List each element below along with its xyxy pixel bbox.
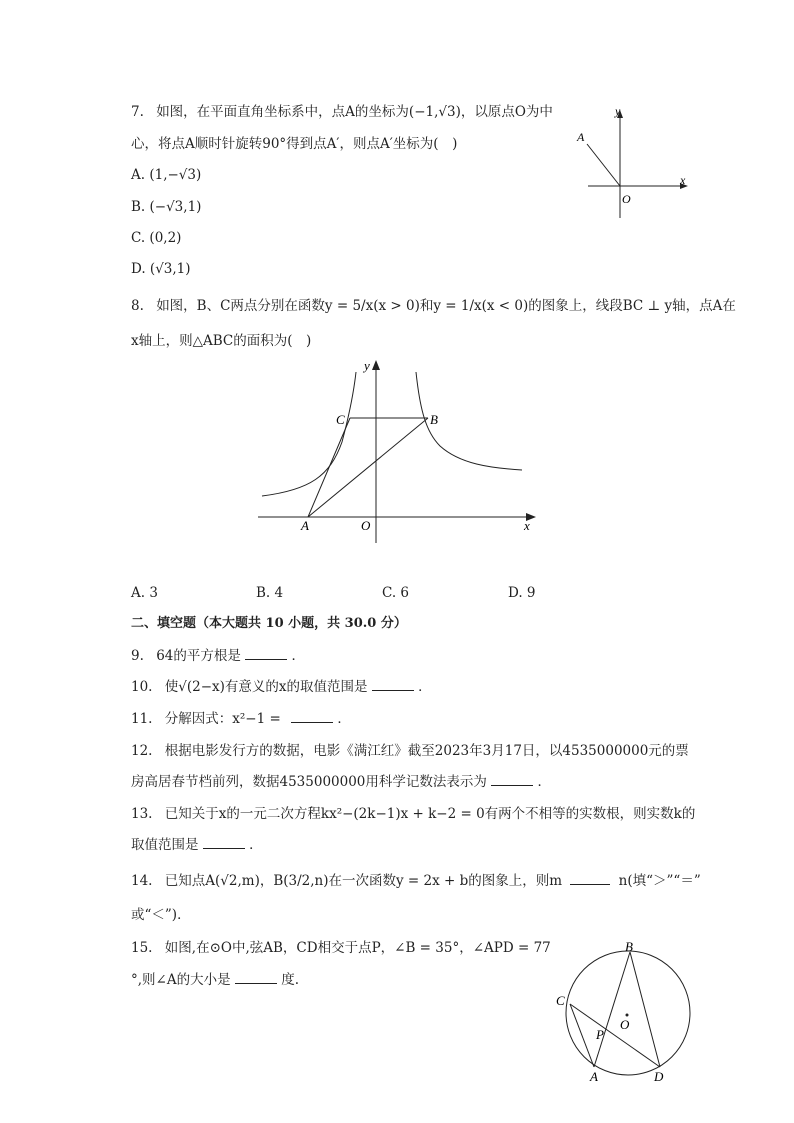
q7-figure [570,100,695,225]
q8-o-label: O [361,518,371,533]
q8-option-a: A. 3 [131,585,158,601]
q9-text: 64的平方根是 [156,648,241,664]
q15-circle [566,951,690,1075]
q15-line1 [131,939,551,957]
q8-option-c: C. 6 [382,585,410,601]
q15-number: 15. [131,940,153,956]
q13-answer-blank[interactable] [203,836,245,849]
q15-figure [548,935,708,1085]
q11-text: 分解因式：x²−1 = [164,711,281,727]
q13-line1 [131,805,695,823]
q10-text: 使√(2−x)有意义的x的取值范围是 [164,679,368,695]
q15-o-label: O [620,1017,630,1032]
q15-chord-ab [594,952,630,1067]
q12-text-2: 房高居春节档前列，数据4535000000用科学记数法表示为 [131,774,487,790]
q8-line1 [131,297,736,315]
q15-line2 [131,971,299,989]
q8-c-label: C [336,412,345,427]
q13-number: 13. [131,806,153,822]
q12-line1 [131,742,689,760]
q7-option-a: A. (1,−√3) [131,167,202,183]
q8-figure [250,350,545,550]
section-2-title: 二、填空题（本大题共 10 小题，共 30.0 分） [131,616,407,631]
q11-period: ． [337,711,351,727]
q10-answer-blank[interactable] [372,678,414,691]
q14-text-1b: n(填“＞”“＝” [618,873,701,889]
q8-y-label: y [364,358,370,373]
q10-period: ． [418,679,432,695]
q9-answer-blank[interactable] [245,647,287,660]
q7-option-b: B. (−√3,1) [131,199,202,215]
q8-curve-left [262,372,356,496]
q13-text-2: 取值范围是 [131,837,199,853]
q14-line2: 或“＜”)． [131,907,191,923]
q12-text-1: 根据电影发行方的数据，电影《满江红》截至2023年3月17日，以4535000000元的票 [164,743,689,759]
q13-text-1: 已知关于x的一元二次方程kx²−(2k−1)x + k−2 = 0有两个不相等的实数根，则实数k的 [164,806,696,822]
q8-b-label: B [430,412,438,427]
q7-y-label: y [615,104,621,118]
q7-line2: 心，将点A顺时针旋转90°得到点A′，则点A′坐标为( ) [131,136,458,152]
q7-option-d: D. (√3,1) [131,261,191,277]
q14-answer-blank[interactable] [570,872,610,885]
q8-segment-ab [308,418,428,517]
q8-line2: x轴上，则△ABC的面积为( ) [131,333,312,349]
q8-y-arrow [372,360,380,370]
q11-line [131,710,351,728]
q15-text-2b: 度. [281,972,299,988]
q7-line1 [131,103,553,121]
q12-period: ． [537,774,551,790]
q9-number: 9. [131,648,144,664]
q15-chord-ca [570,1004,594,1067]
q7-text-1: 如图，在平面直角坐标系中，点A的坐标为(−1,√3)，以原点O为中 [156,104,553,120]
q8-text-1: 如图，B、C两点分别在函数y = 5/x(x > 0)和y = 1/x(x < 0)的图象上，线段BC ⊥ y轴，点A在 [156,298,736,314]
q9-line [131,647,305,665]
q15-c-label: C [556,993,565,1008]
q8-x-label: x [524,518,530,533]
q12-number: 12. [131,743,153,759]
q14-number: 14. [131,873,153,889]
q13-period: ． [249,837,263,853]
q9-period: ． [291,648,305,664]
q8-option-d: D. 9 [508,585,536,601]
q13-line2 [131,836,263,854]
q10-number: 10. [131,679,153,695]
q7-segment-oa [587,144,620,186]
q15-d-label: D [654,1069,664,1084]
q12-line2 [131,773,551,791]
q15-b-label: B [625,939,633,954]
q8-a-label: A [301,518,309,533]
q15-answer-blank[interactable] [235,971,277,984]
q7-a-label: A [577,130,585,144]
q7-option-c: C. (0,2) [131,230,182,246]
q7-number: 7. [131,104,144,120]
q15-text-1: 如图,在⊙O中,弦AB，CD相交于点P，∠B = 35°，∠APD = 77 [164,940,551,956]
q15-a-label: A [590,1069,598,1084]
q8-option-b: B. 4 [256,585,284,601]
q8-number: 8. [131,298,144,314]
q15-p-label: P [596,1027,604,1042]
q10-line [131,678,432,696]
q15-text-2: °,则∠A的大小是 [131,972,231,988]
q8-segment-ac [308,418,350,517]
q7-o-label: O [622,192,631,206]
q14-line1 [131,872,701,890]
q11-number: 11. [131,711,153,727]
q11-answer-blank[interactable] [291,710,333,723]
q7-x-label: x [680,173,686,187]
q14-text-1: 已知点A(√2,m)，B(3/2,n)在一次函数y = 2x + b的图象上，则m [164,873,563,889]
q12-answer-blank[interactable] [491,773,533,786]
